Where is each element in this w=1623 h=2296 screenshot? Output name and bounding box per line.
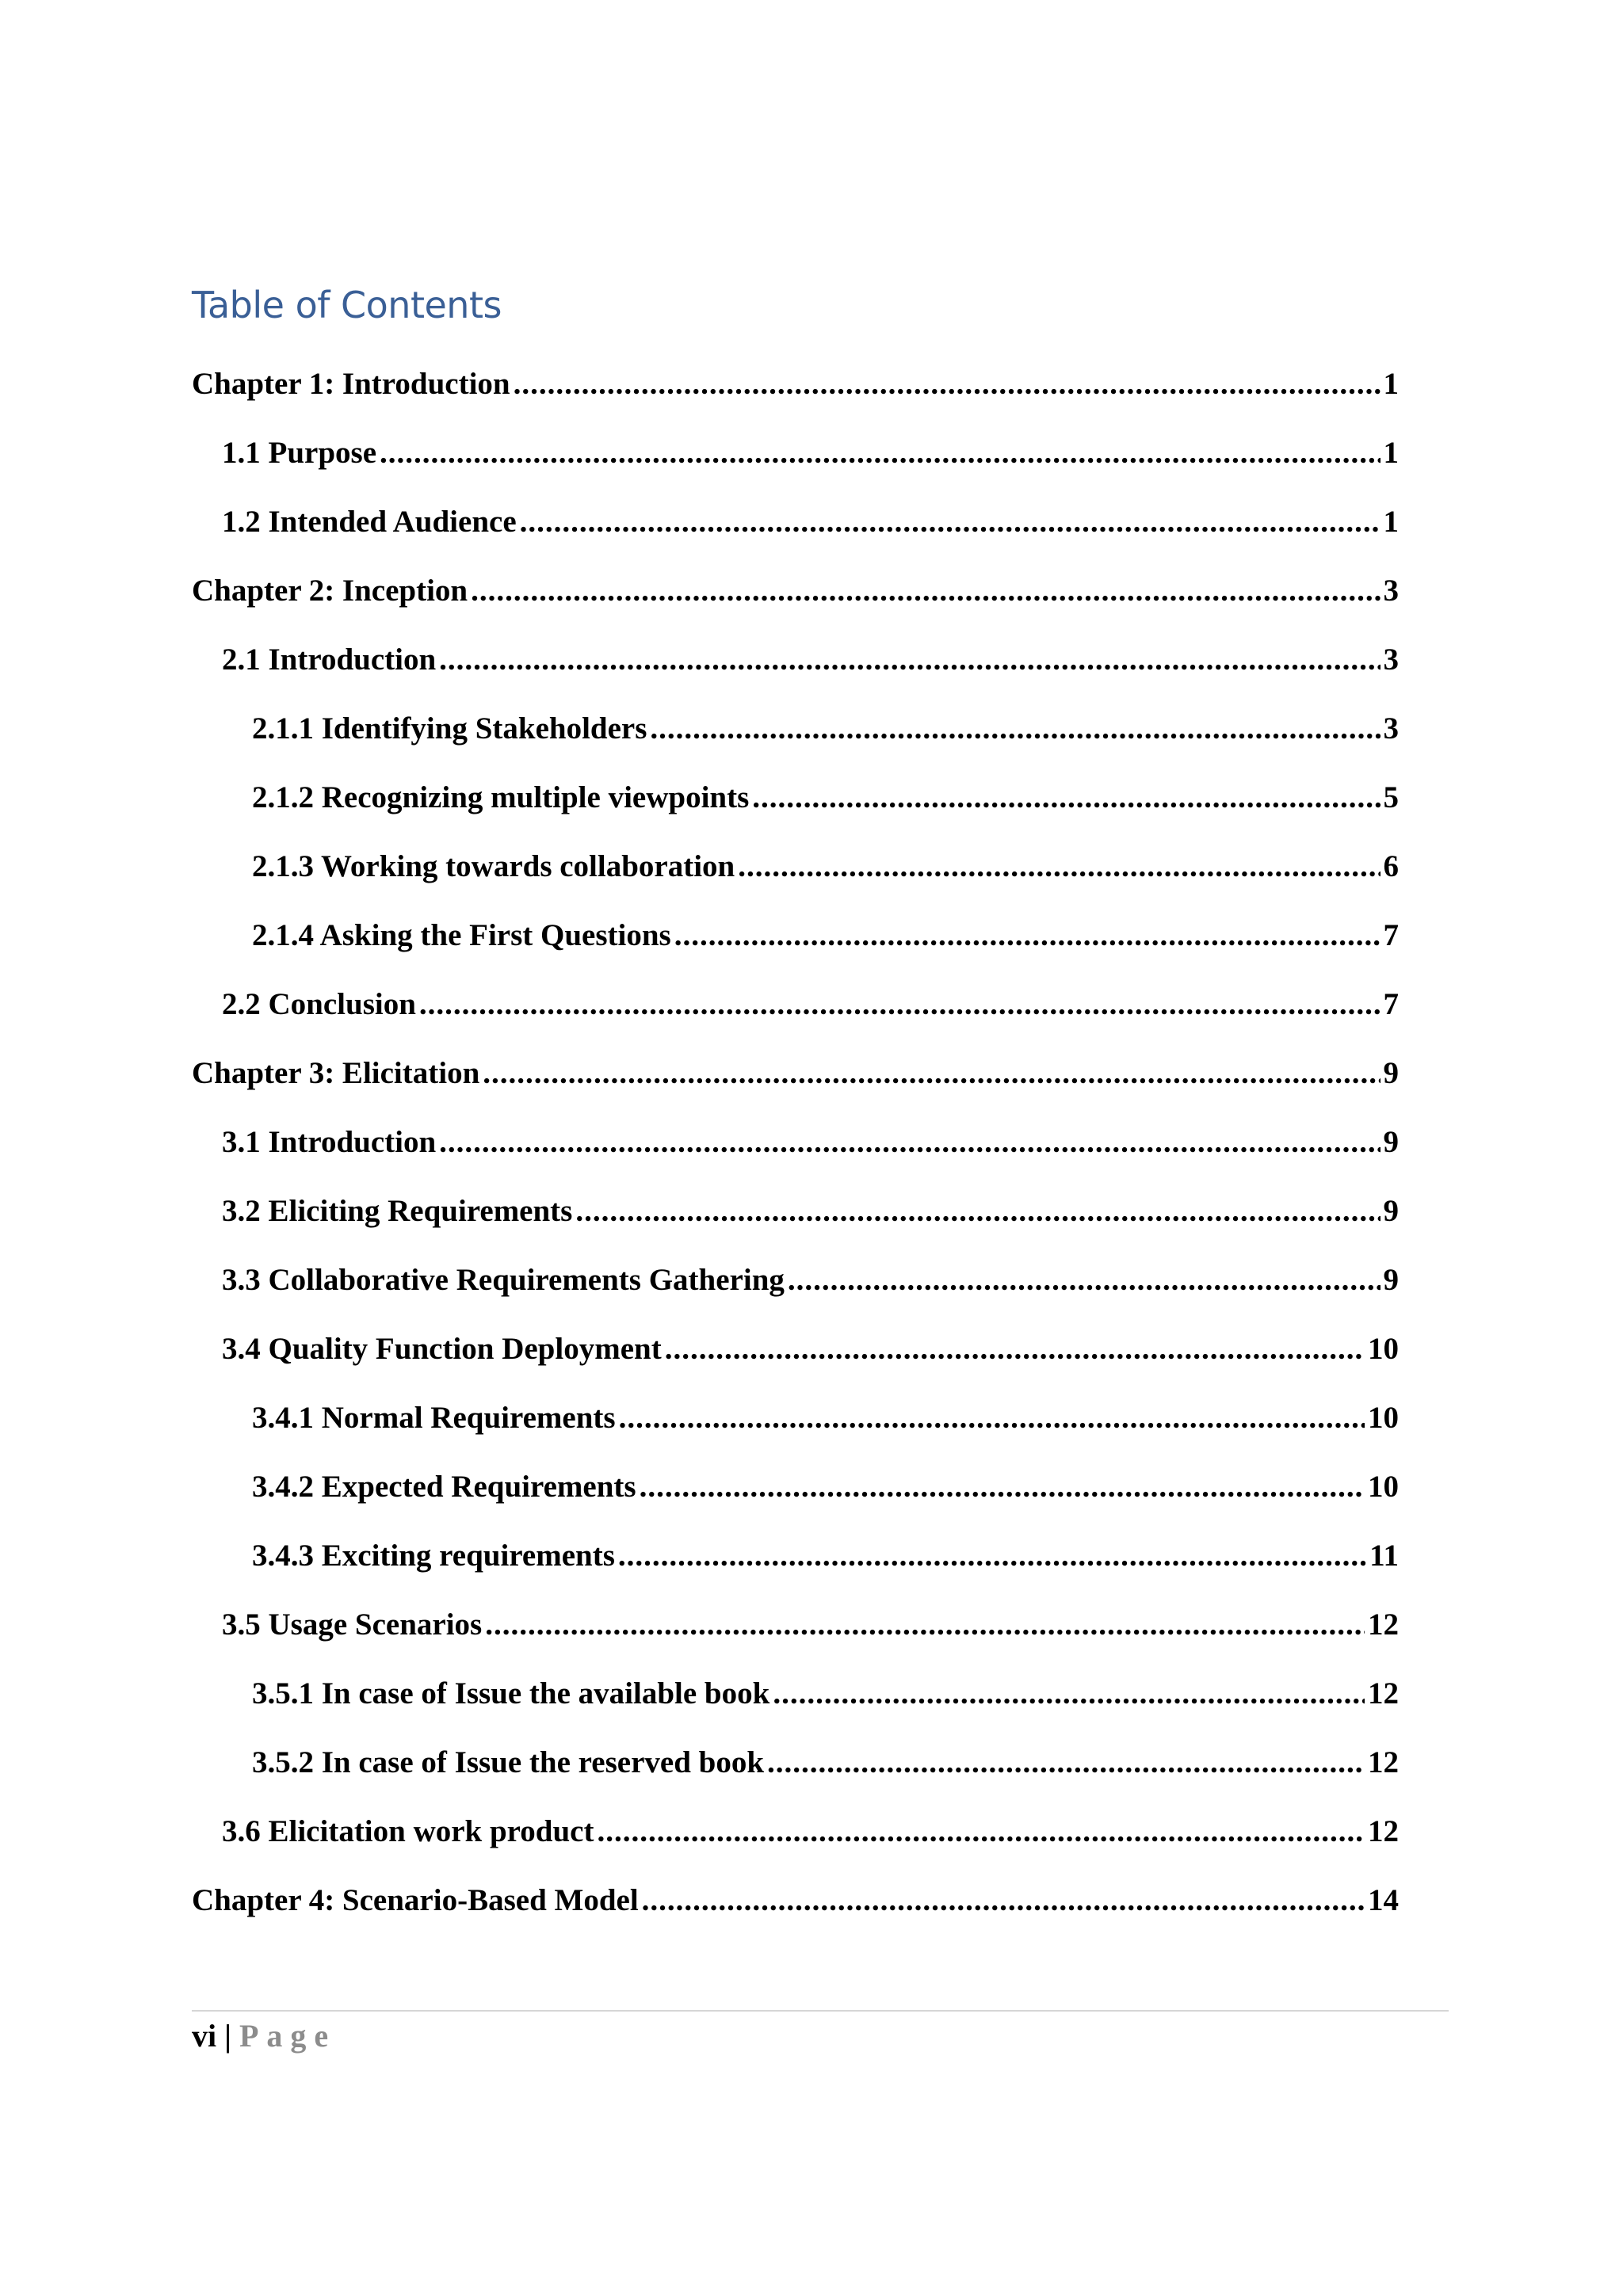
toc-dot-leader (642, 1885, 1365, 1916)
toc-entry[interactable] (0, 437, 1399, 506)
toc-entry[interactable] (0, 1471, 1399, 1540)
toc-entry[interactable] (0, 1264, 1399, 1333)
toc-entry[interactable] (0, 1058, 1399, 1127)
toc-entry[interactable] (0, 713, 1399, 782)
toc-entry-page-number: 10 (1368, 1401, 1399, 1435)
toc-entry[interactable] (0, 368, 1399, 437)
toc-entry-title: Chapter 1: Introduction (192, 367, 510, 401)
toc-entry-page-number: 6 (1383, 849, 1399, 883)
toc-entry[interactable] (0, 1402, 1399, 1471)
toc-entry[interactable] (0, 1885, 1399, 1954)
toc-entry[interactable] (0, 1127, 1399, 1196)
toc-dot-leader (485, 1609, 1365, 1640)
toc-entry-page-number: 7 (1383, 987, 1399, 1021)
toc-entry-title: 1.1 Purpose (222, 436, 376, 470)
toc-dot-leader (419, 989, 1381, 1020)
toc-entry-page-number: 10 (1368, 1470, 1399, 1504)
toc-entry-page-number: 10 (1368, 1332, 1399, 1366)
page-footer (192, 2017, 336, 2055)
toc-entry-page-number: 9 (1383, 1263, 1399, 1297)
toc-dot-leader (674, 920, 1381, 951)
toc-dot-leader (483, 1058, 1380, 1089)
toc-entry-title: 2.1.2 Recognizing multiple viewpoints (252, 780, 750, 814)
toc-entry-page-number: 1 (1383, 436, 1399, 470)
toc-entry[interactable] (0, 1333, 1399, 1402)
toc-entry-page-number: 9 (1383, 1125, 1399, 1159)
toc-entry-page-number: 5 (1383, 780, 1399, 814)
toc-entry[interactable] (0, 1678, 1399, 1747)
toc-entry-page-number: 12 (1368, 1814, 1399, 1848)
toc-entry-page-number: 9 (1383, 1194, 1399, 1228)
toc-entry-title: Chapter 3: Elicitation (192, 1056, 480, 1090)
toc-entry-page-number: 12 (1368, 1608, 1399, 1642)
toc-entry-title: Chapter 4: Scenario-Based Model (192, 1883, 639, 1917)
toc-entry-page-number: 9 (1383, 1056, 1399, 1090)
toc-list (0, 368, 1623, 1954)
toc-entry[interactable] (0, 575, 1399, 644)
toc-entry-page-number: 3 (1383, 574, 1399, 608)
toc-dot-leader (439, 1127, 1380, 1158)
toc-entry-page-number: 14 (1368, 1883, 1399, 1917)
toc-dot-leader (380, 437, 1381, 468)
toc-entry-title: 3.4.3 Exciting requirements (252, 1539, 615, 1573)
toc-entry-title: 3.4.1 Normal Requirements (252, 1401, 616, 1435)
toc-dot-leader (597, 1816, 1365, 1847)
toc-entry-page-number: 3 (1383, 643, 1399, 677)
toc-entry-page-number: 12 (1368, 1745, 1399, 1779)
toc-entry-title: 2.1.1 Identifying Stakeholders (252, 711, 647, 746)
toc-entry[interactable] (0, 782, 1399, 851)
toc-dot-leader (520, 506, 1381, 537)
footer-divider (192, 2010, 1449, 2012)
toc-entry[interactable] (0, 989, 1399, 1058)
toc-entry[interactable] (0, 920, 1399, 989)
toc-entry-title: 3.1 Introduction (222, 1125, 437, 1159)
toc-dot-leader (788, 1264, 1381, 1295)
toc-dot-leader (738, 851, 1380, 882)
footer-separator: | (224, 2018, 231, 2054)
toc-dot-leader (575, 1196, 1380, 1226)
toc-entry-page-number: 1 (1383, 367, 1399, 401)
toc-entry-title: Chapter 2: Inception (192, 574, 468, 608)
toc-entry-title: 3.5 Usage Scenarios (222, 1608, 483, 1642)
toc-entry-page-number: 7 (1383, 918, 1399, 952)
toc-entry-title: 3.4.2 Expected Requirements (252, 1470, 636, 1504)
toc-entry[interactable] (0, 1609, 1399, 1678)
toc-entry-title: 2.1.4 Asking the First Questions (252, 918, 671, 952)
toc-dot-leader (752, 782, 1380, 813)
toc-dot-leader (471, 575, 1380, 606)
footer-page-number: vi (192, 2018, 217, 2054)
toc-entry-title: 3.6 Elicitation work product (222, 1814, 594, 1848)
toc-entry[interactable] (0, 506, 1399, 575)
toc-dot-leader (618, 1540, 1366, 1571)
toc-entry-title: 2.1.3 Working towards collaboration (252, 849, 735, 883)
toc-heading: Table of Contents (192, 284, 502, 326)
toc-entry[interactable] (0, 1196, 1399, 1264)
toc-entry-page-number: 3 (1383, 711, 1399, 746)
toc-dot-leader (665, 1333, 1365, 1364)
toc-entry-title: 3.5.1 In case of Issue the available book (252, 1676, 770, 1711)
toc-entry-page-number: 11 (1369, 1539, 1399, 1573)
toc-entry-title: 2.1 Introduction (222, 643, 437, 677)
toc-entry-title: 2.2 Conclusion (222, 987, 416, 1021)
toc-entry[interactable] (0, 644, 1399, 713)
toc-entry-title: 3.5.2 In case of Issue the reserved book (252, 1745, 765, 1779)
toc-entry-title: 3.4 Quality Function Deployment (222, 1332, 662, 1366)
toc-entry[interactable] (0, 1816, 1399, 1885)
toc-entry-page-number: 1 (1383, 505, 1399, 539)
toc-entry-title: 3.2 Eliciting Requirements (222, 1194, 573, 1228)
toc-entry-title: 3.3 Collaborative Requirements Gathering (222, 1263, 785, 1297)
toc-dot-leader (640, 1471, 1365, 1502)
toc-entry-page-number: 12 (1368, 1676, 1399, 1711)
toc-entry[interactable] (0, 1540, 1399, 1609)
toc-dot-leader (767, 1747, 1365, 1778)
toc-dot-leader (514, 368, 1381, 399)
toc-entry[interactable] (0, 1747, 1399, 1816)
toc-dot-leader (773, 1678, 1365, 1709)
toc-entry-title: 1.2 Intended Audience (222, 505, 517, 539)
footer-page-word: Page (239, 2018, 337, 2054)
toc-dot-leader (619, 1402, 1365, 1433)
toc-entry[interactable] (0, 851, 1399, 920)
toc-dot-leader (439, 644, 1380, 675)
toc-dot-leader (650, 713, 1380, 744)
